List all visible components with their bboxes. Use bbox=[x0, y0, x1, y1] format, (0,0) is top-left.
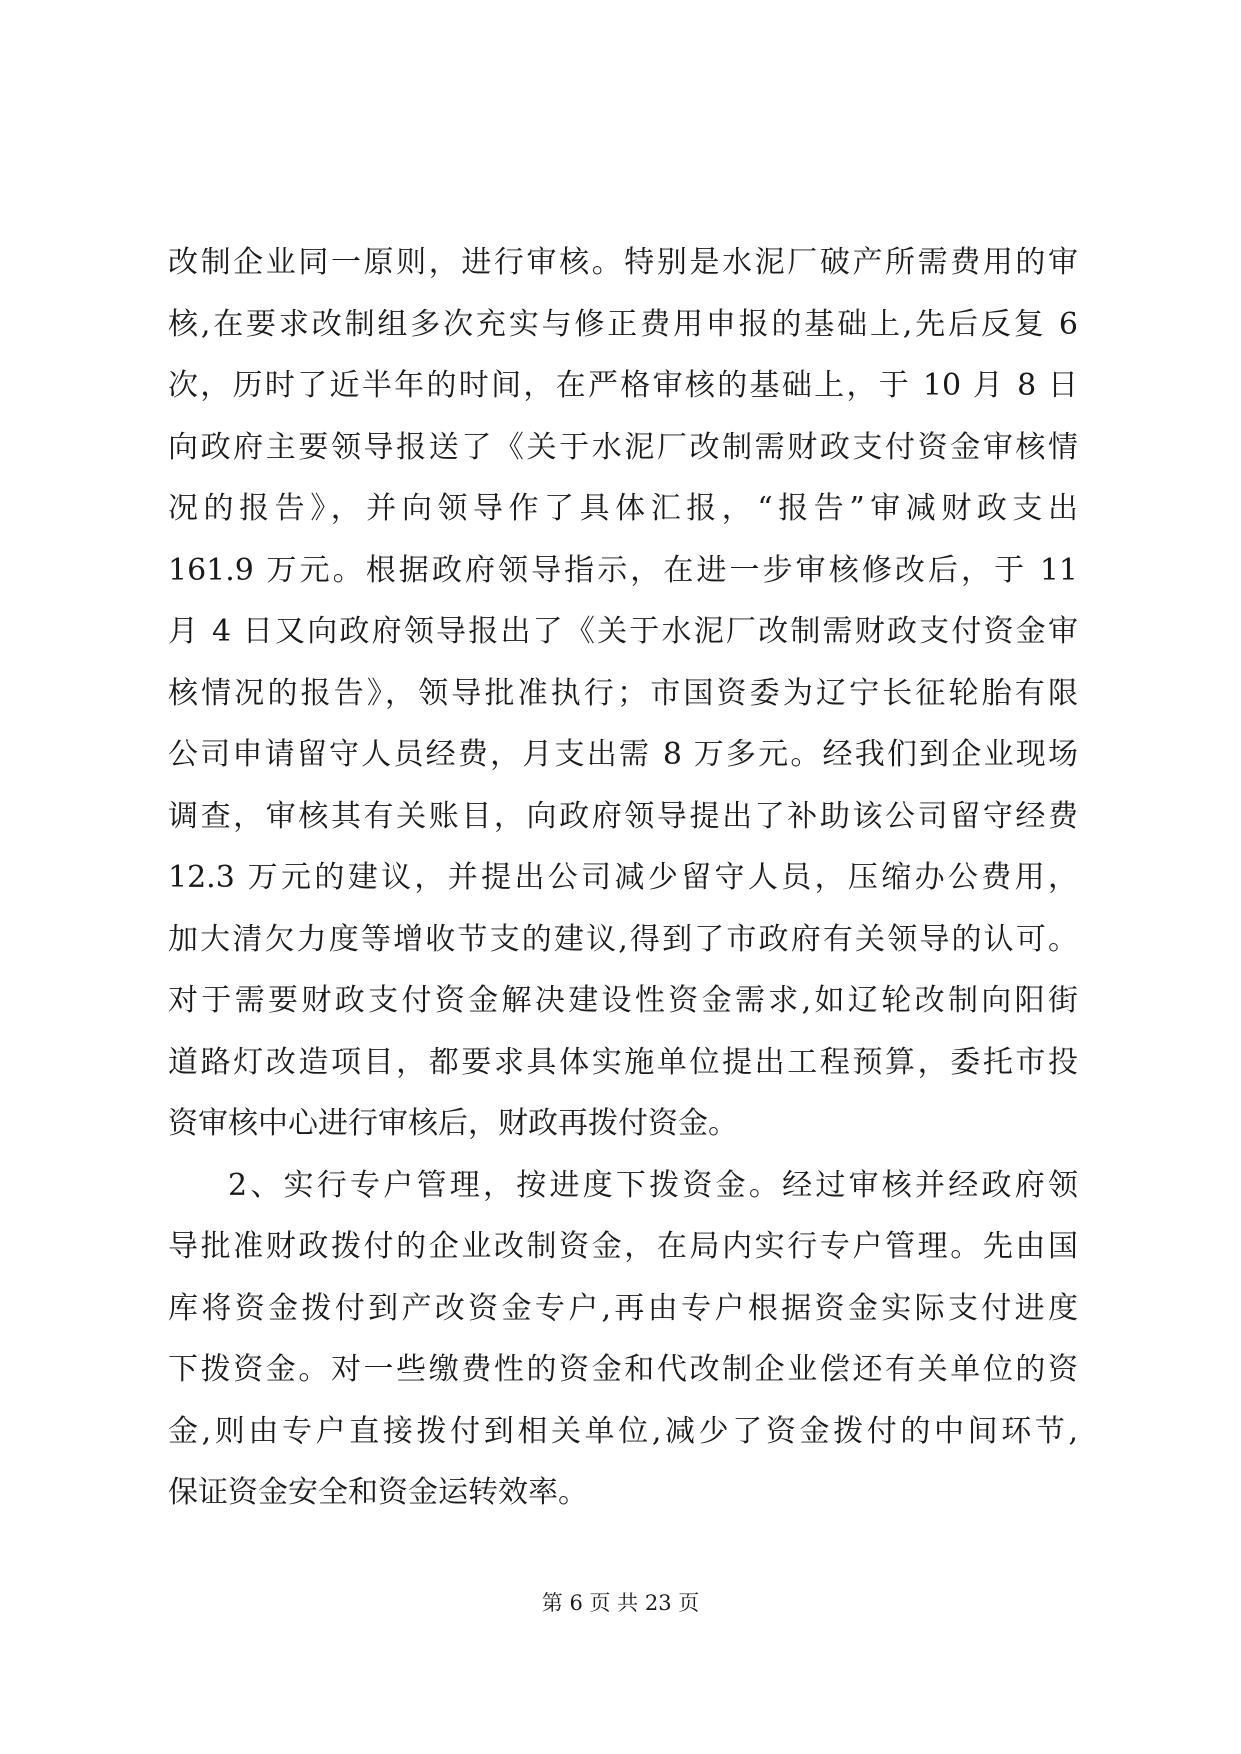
text-line: 资审核中心进行审核后，财政再拨付资金。 bbox=[168, 1106, 738, 1141]
text-line: 公司申请留守人员经费，月支出需 8 万多元。经我们到企业现场 bbox=[168, 737, 1078, 772]
text-line: 161.9 万元。根据政府领导指示，在进一步审核修改后，于 11 bbox=[168, 552, 1078, 588]
text-line: 核,在要求改制组多次充实与修正费用申报的基础上,先后反复 6 bbox=[168, 306, 1078, 342]
text-line: 况的报告》，并向领导作了具体汇报，“报告”审减财政支出 bbox=[168, 491, 1078, 526]
text-line: 核情况的报告》，领导批准执行；市国资委为辽宁长征轮胎有限 bbox=[168, 675, 1078, 711]
paragraph-first-line: 2、实行专户管理，按进度下拨资金。经过审核并经政府领 bbox=[228, 1167, 1078, 1203]
text-line: 改制企业同一原则，进行审核。特别是水泥厂破产所需费用的审 bbox=[168, 245, 1078, 280]
text-line: 12.3 万元的建议，并提出公司减少留守人员，压缩办公费用， bbox=[168, 860, 1078, 895]
document-body bbox=[168, 232, 1078, 1524]
text-line: 加大清欠力度等增收节支的建议,得到了市政府有关领导的认可。 bbox=[168, 921, 1078, 957]
text-line: 下拨资金。对一些缴费性的资金和代改制企业偿还有关单位的资 bbox=[168, 1352, 1078, 1387]
text-line: 对于需要财政支付资金解决建设性资金需求,如辽轮改制向阳街 bbox=[168, 983, 1078, 1018]
page-number-footer: 第 6 页 共 23 页 bbox=[541, 1591, 700, 1615]
text-line: 向政府主要领导报送了《关于水泥厂改制需财政支付资金审核情 bbox=[168, 429, 1078, 465]
text-line: 次，历时了近半年的时间，在严格审核的基础上，于 10 月 8 日 bbox=[168, 368, 1078, 403]
text-line: 金,则由专户直接拨付到相关单位,减少了资金拨付的中间环节, bbox=[168, 1413, 1078, 1449]
text-line: 调查，审核其有关账目，向政府领导提出了补助该公司留守经费 bbox=[168, 798, 1078, 834]
text-line: 库将资金拨付到产改资金专户,再由专户根据资金实际支付进度 bbox=[168, 1290, 1078, 1326]
text-line: 道路灯改造项目，都要求具体实施单位提出工程预算，委托市投 bbox=[168, 1044, 1078, 1080]
text-line: 导批准财政拨付的企业改制资金，在局内实行专户管理。先由国 bbox=[168, 1229, 1078, 1264]
text-line: 月 4 日又向政府领导报出了《关于水泥厂改制需财政支付资金审 bbox=[168, 614, 1078, 649]
text-line: 保证资金安全和资金运转效率。 bbox=[168, 1475, 588, 1510]
